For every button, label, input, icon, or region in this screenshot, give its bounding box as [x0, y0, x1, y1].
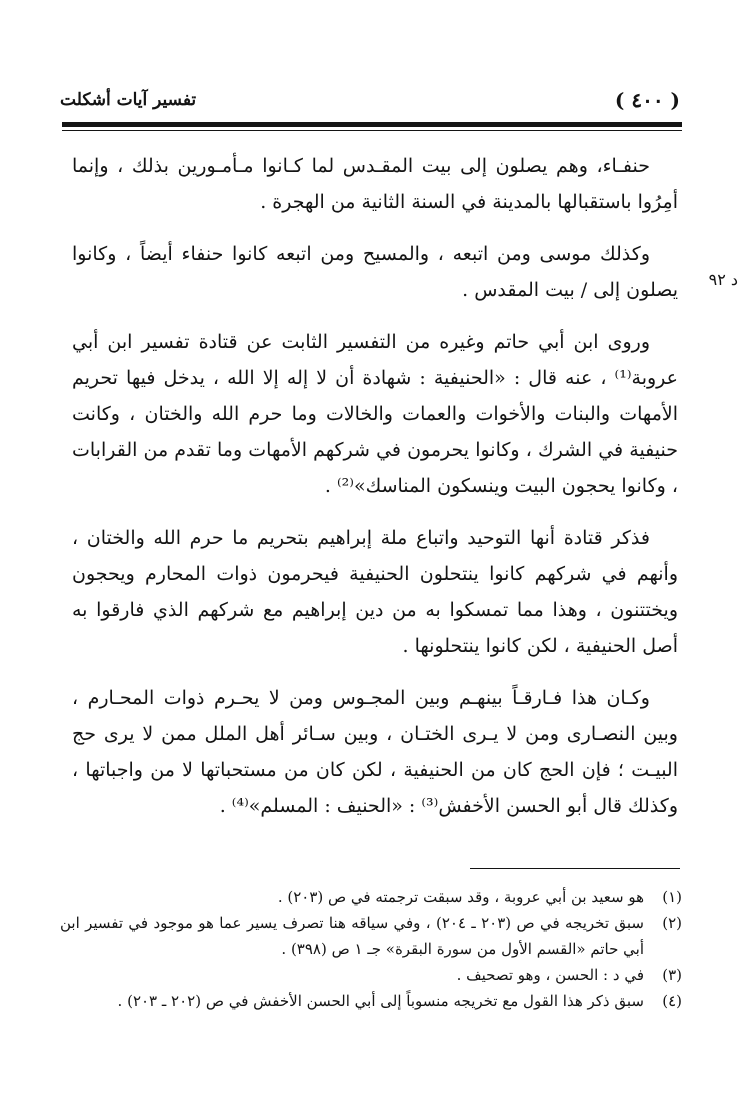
footnote-text: في د : الحسن ، وهو تصحيف .: [456, 966, 644, 984]
main-text: [72, 148, 678, 840]
footnote-item: [60, 962, 682, 988]
footnote-number: (٢): [662, 914, 682, 932]
paragraph-2: وكذلك موسى ومن اتبعه ، والمسيح ومن اتبعه كانوا حنفاء أيضاً ، وكانوا يصلون إلى / بيت المقدس .: [72, 243, 678, 301]
page-number: ( ٤٠٠ ): [614, 88, 680, 112]
footnote-text: سبق ذكر هذا القول مع تخريجه منسوباً إلى أبي الحسن الأخفش في ص (٢٠٢ ـ ٢٠٣) .: [117, 992, 644, 1010]
running-head-title: تفسير آيات أشكلت: [60, 90, 197, 110]
paragraph-5: وكـان هذا فـارقـاً بينهـم وبين المجـوس ومن لا يحـرم ذوات المحـارم ، وبين النصـارى ومن لا يـرى الختـان ، وبين سـائر أهل الملل ممن لا يرى حج البيـت ؛ فإن الحج كان من الحنيفية ، لكن كان من مستحباتها لا من واجباتها ، وكذلك قال أبو الحسن الأخفش⁽³⁾ : «الحنيف : المسلم»⁽⁴⁾ .: [72, 687, 678, 817]
paragraph-1: حنفـاء، وهم يصلون إلى بيت المقـدس لما كـانوا مـأمـورين بذلك ، وإنما أمِرُوا باستقبالها بالمدينة في السنة الثانية من الهجرة .: [72, 155, 678, 213]
footnote-item: [60, 988, 682, 1014]
header-rule-thick: [62, 122, 682, 127]
footnote-text: هو سعيد بن أبي عروبة ، وقد سبقت ترجمته في ص (٢٠٣) .: [277, 888, 644, 906]
footnote-item: [60, 910, 682, 962]
footnotes: [60, 884, 682, 1014]
manuscript-margin-note: د ٩٢: [708, 270, 738, 289]
footnote-text: سبق تخريجه في ص (٢٠٣ ـ ٢٠٤) ، وفي سياقه هنا تصرف يسير عما هو موجود في تفسير ابن أبي حاتم «القسم الأول من سورة البقرة» جـ ١ ص (٣٩٨) .: [60, 914, 644, 958]
footnote-separator: [470, 868, 680, 869]
footnote-number: (١): [662, 888, 682, 906]
footnote-item: [60, 884, 682, 910]
footnote-number: (٣): [662, 966, 682, 984]
paragraph-3: وروى ابن أبي حاتم وغيره من التفسير الثابت عن قتادة تفسير ابن أبي عروبة⁽¹⁾ ، عنه قال : «الحنيفية : شهادة أن لا إله إلا الله ، يدخل فيها تحريم الأمهات والبنات والأخوات والعمات والخالات وما حرم الله والختان ، وكانت حنيفية في الشرك ، وكانوا يحرمون في شركهم الأمهات وما تقدم من القرابات ، وكانوا يحجون البيت وينسكون المناسك»⁽²⁾ .: [72, 331, 678, 497]
header-rule-thin: [62, 130, 682, 131]
paragraph-4: فذكر قتادة أنها التوحيد واتباع ملة إبراهيم بتحريم ما حرم الله والختان ، وأنهم في شركهم كانوا ينتحلون الحنيفية فيحرمون ذوات المحارم ويحجون ويختتنون ، وهذا مما تمسكوا به من دين إبراهيم مع شركهم الذي فارقوا به أصل الحنيفية ، لكن كانوا ينتحلونها .: [72, 527, 678, 657]
footnote-number: (٤): [662, 992, 682, 1010]
